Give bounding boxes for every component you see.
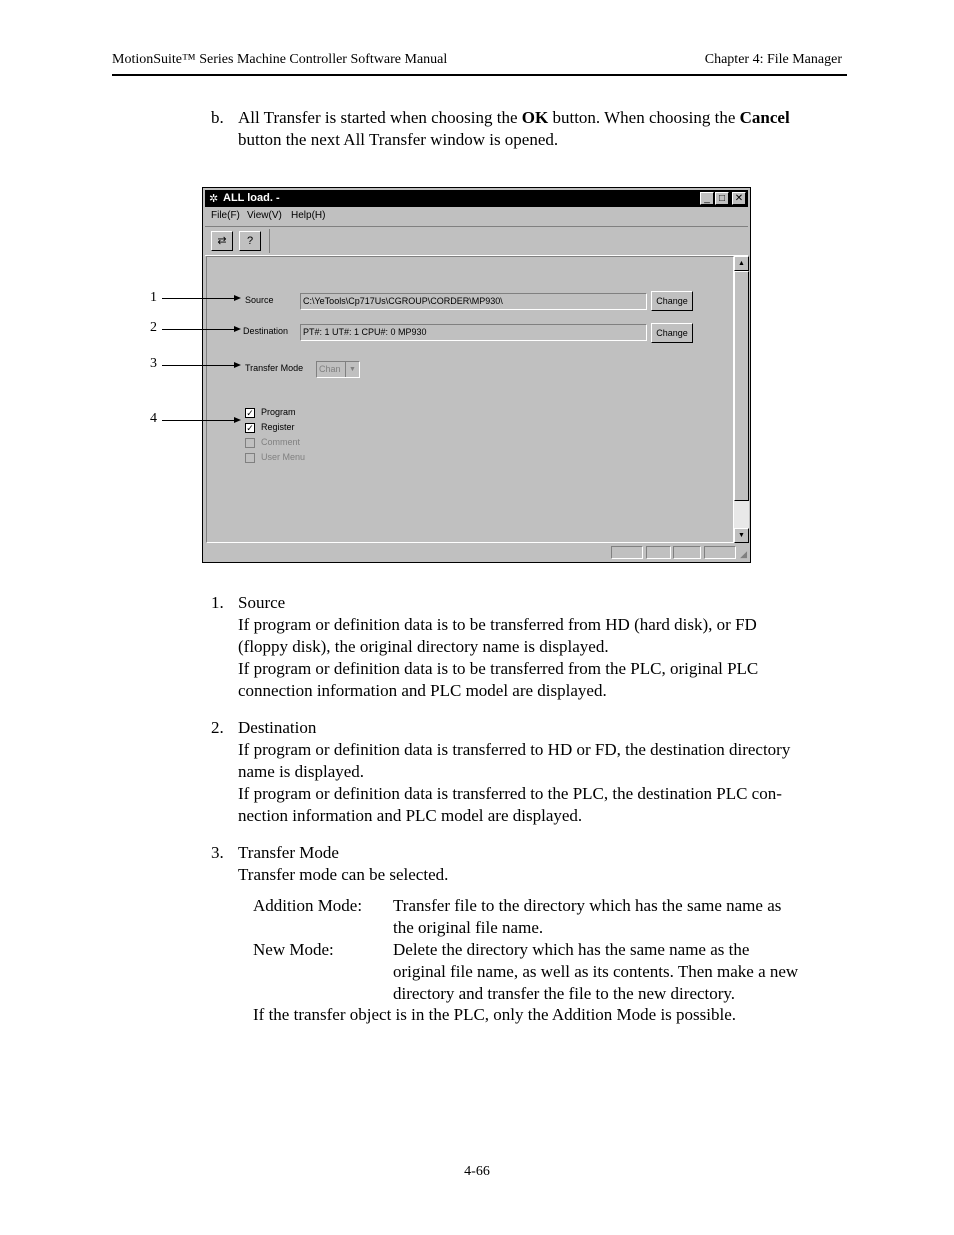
- addition-mode-term: Addition Mode:: [253, 896, 363, 915]
- item-2-line: If program or definition data is transferred to the PLC, the destination PLC con-: [238, 784, 782, 803]
- item-2-line: name is displayed.: [238, 762, 365, 781]
- item-2-marker: 2.: [211, 718, 224, 737]
- minimize-icon: _: [704, 193, 710, 204]
- scroll-thumb[interactable]: [734, 271, 749, 501]
- program-checkbox[interactable]: ✓: [246, 408, 254, 418]
- source-label: Source: [245, 295, 274, 305]
- destination-change-button[interactable]: Change: [651, 323, 693, 343]
- callout-line-2: [162, 329, 234, 330]
- title-bar[interactable]: [205, 190, 748, 207]
- destination-field[interactable]: PT#: 1 UT#: 1 CPU#: 0 MP930: [300, 324, 647, 341]
- intro-marker: b.: [211, 108, 224, 127]
- comment-label: Comment: [261, 437, 301, 447]
- header-rule: [112, 74, 847, 76]
- source-field[interactable]: C:\YeTools\Cp717Us\CGROUP\CORDER\MP930\: [300, 293, 647, 310]
- new-mode-term: New Mode:: [253, 940, 334, 959]
- transfer-mode-label: Transfer Mode: [245, 363, 304, 373]
- all-load-window: [202, 187, 751, 563]
- maximize-icon: □: [718, 193, 726, 204]
- status-cell: [704, 546, 736, 559]
- cancel-bold: Cancel: [739, 108, 790, 127]
- destination-label: Destination: [243, 326, 289, 336]
- menu-bar: [205, 208, 748, 224]
- item-2-title: Destination: [238, 718, 317, 737]
- register-checkbox[interactable]: ✓: [246, 423, 254, 433]
- new-mode-desc: original file name, as well as its contents. Then make a new: [393, 962, 799, 981]
- page-number: 4-66: [464, 1164, 490, 1179]
- callout-line-1: [162, 298, 234, 299]
- program-label: Program: [261, 407, 296, 417]
- toolbar: [205, 226, 748, 256]
- plc-note: If the transfer object is in the PLC, only the Addition Mode is possible.: [253, 1005, 737, 1024]
- running-header-title: MotionSuite™ Series Machine Controller Software Manual: [112, 52, 448, 67]
- menu-view[interactable]: View(V): [247, 210, 282, 221]
- resize-grip-icon[interactable]: ◢: [740, 549, 747, 559]
- running-header-chapter: Chapter 4: File Manager: [704, 52, 842, 67]
- item-3-marker: 3.: [211, 843, 224, 862]
- callout-arrow-3-icon: [234, 362, 241, 368]
- status-bar: [205, 545, 748, 561]
- status-cell: [611, 546, 643, 559]
- vertical-scrollbar[interactable]: [734, 256, 749, 543]
- user-menu-label: User Menu: [261, 452, 306, 462]
- transfer-mode-select[interactable]: [316, 361, 360, 378]
- status-cell: [646, 546, 671, 559]
- scroll-up-icon[interactable]: ▲: [734, 256, 749, 271]
- item-1-line: If program or definition data is to be transferred from the PLC, original PLC: [238, 659, 759, 678]
- close-button[interactable]: [732, 192, 746, 205]
- intro-line-2: button the next All Transfer window is opened.: [238, 130, 559, 149]
- callout-arrow-1-icon: [234, 295, 241, 301]
- transfer-mode-value: Chan: [319, 364, 341, 374]
- item-1-marker: 1.: [211, 593, 224, 612]
- item-1-line: If program or definition data is to be transferred from HD (hard disk), or FD: [238, 615, 757, 634]
- chevron-down-icon[interactable]: ▼: [345, 362, 359, 377]
- app-icon: ✲: [209, 193, 219, 205]
- source-change-button[interactable]: Change: [651, 291, 693, 311]
- addition-mode-desc: Transfer file to the directory which has the same name as: [393, 896, 782, 915]
- client-area: [206, 256, 734, 543]
- minimize-button[interactable]: [700, 192, 714, 205]
- toolbar-separator: [269, 229, 270, 253]
- new-mode-desc: directory and transfer the file to the new directory.: [393, 984, 736, 1003]
- window-title: ALL load. -: [223, 192, 280, 204]
- intro-line-1: All Transfer is started when choosing the OK button. When choosing the Cancel: [238, 108, 790, 127]
- addition-mode-desc: the original file name.: [393, 918, 544, 937]
- callout-number-1: 1: [150, 290, 157, 305]
- item-1-line: connection information and PLC model are displayed.: [238, 681, 607, 700]
- menu-help[interactable]: Help(H): [291, 210, 326, 221]
- close-icon: ✕: [734, 193, 744, 204]
- help-tool-button[interactable]: [239, 231, 261, 251]
- help-icon: ?: [246, 235, 254, 247]
- callout-number-4: 4: [150, 411, 157, 426]
- item-3-title: Transfer Mode: [238, 843, 339, 862]
- menu-file[interactable]: File(F): [211, 210, 240, 221]
- item-1-title: Source: [238, 593, 286, 612]
- item-3-line: Transfer mode can be selected.: [238, 865, 449, 884]
- status-cell: [673, 546, 701, 559]
- item-1-line: (floppy disk), the original directory name is displayed.: [238, 637, 609, 656]
- callout-arrow-4-icon: [234, 417, 241, 423]
- new-mode-desc: Delete the directory which has the same name as the: [393, 940, 750, 959]
- user-menu-checkbox[interactable]: [245, 453, 255, 463]
- callout-number-3: 3: [150, 356, 157, 371]
- ok-bold: OK: [521, 108, 549, 127]
- item-2-line: If program or definition data is transferred to HD or FD, the destination directory: [238, 740, 791, 759]
- register-label: Register: [261, 422, 295, 432]
- transfer-icon: ⇄: [217, 235, 227, 247]
- callout-number-2: 2: [150, 320, 157, 335]
- comment-checkbox[interactable]: [245, 438, 255, 448]
- maximize-button[interactable]: [715, 192, 729, 205]
- item-2-line: nection information and PLC model are displayed.: [238, 806, 583, 825]
- transfer-tool-button[interactable]: [211, 231, 233, 251]
- scroll-down-icon[interactable]: ▼: [734, 528, 749, 543]
- callout-line-4: [162, 420, 234, 421]
- callout-line-3: [162, 365, 234, 366]
- callout-arrow-2-icon: [234, 326, 241, 332]
